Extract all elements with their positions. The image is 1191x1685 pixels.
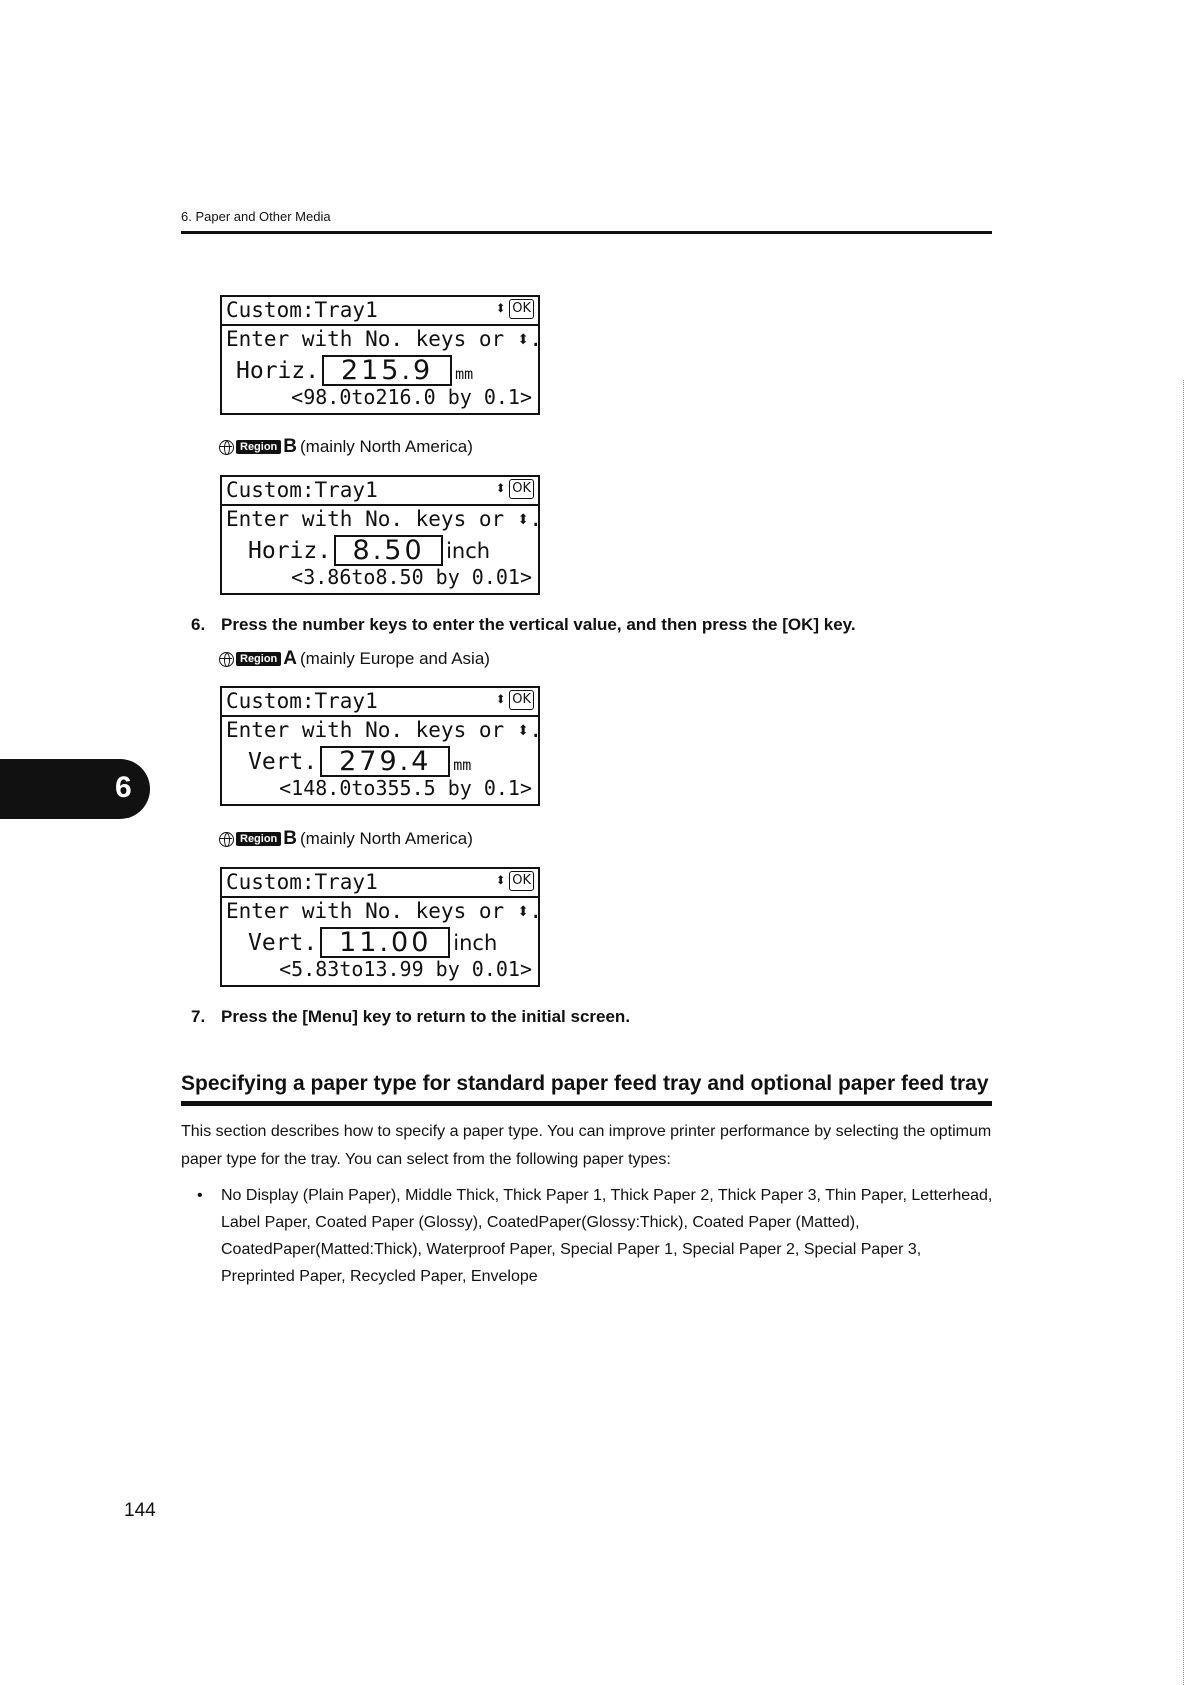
lcd-screen-horiz-inch [220, 475, 543, 595]
lcd-title: Custom:Tray1 [226, 478, 378, 502]
lcd-screen-horiz-mm [220, 295, 543, 415]
updown-arrow-icon: ⬍ [495, 689, 507, 710]
step-number: 7. [191, 1007, 206, 1026]
updown-arrow-icon: ⬍ [495, 478, 507, 499]
field-value: 8.50 [334, 535, 443, 566]
lcd-instruction: Enter with No. keys or ⬍. [226, 899, 543, 923]
paper-type-list [197, 1182, 997, 1290]
section-body: This section describes how to specify a paper type. You can improve printer performance by selecting the optimum paper type for the tray. You can select from the following paper types: [181, 1123, 992, 1168]
region-note [219, 648, 490, 670]
lcd-divider [222, 896, 538, 898]
globe-icon [219, 652, 234, 667]
lcd-divider [222, 504, 538, 506]
region-letter: A [283, 648, 298, 669]
ok-key-icon: OK [509, 871, 534, 891]
step-text: Press the [Menu] key to return to the initial screen. [221, 1007, 631, 1026]
field-value: 215.9 [322, 355, 452, 386]
lcd-field [248, 746, 471, 777]
lcd-nav [495, 871, 534, 891]
lcd-instruction: Enter with No. keys or ⬍. [226, 718, 543, 742]
chapter-tab [0, 759, 150, 819]
lcd-title: Custom:Tray1 [226, 870, 378, 894]
ok-key-icon: OK [509, 299, 534, 319]
lcd-screen-vert-inch [220, 867, 543, 987]
lcd-field [248, 535, 490, 566]
field-label: Horiz. [236, 357, 320, 384]
field-value: 279.4 [320, 746, 450, 777]
field-unit: inch [446, 538, 491, 563]
region-desc: (mainly North America) [300, 437, 473, 456]
page-number: 144 [124, 1500, 156, 1521]
region-desc: (mainly North America) [300, 829, 473, 848]
field-unit: mm [453, 755, 472, 774]
lcd-range: <3.86to8.50 by 0.01> [291, 565, 532, 589]
globe-icon [219, 832, 234, 847]
field-value: 11.00 [320, 927, 450, 958]
field-unit: inch [453, 930, 498, 955]
ok-key-icon: OK [509, 479, 534, 499]
lcd-range: <5.83to13.99 by 0.01> [279, 957, 532, 981]
step-6 [191, 615, 856, 635]
lcd-field [248, 927, 497, 958]
ok-key-icon: OK [509, 690, 534, 710]
lcd-nav [495, 690, 534, 710]
lcd-field [236, 355, 473, 386]
header-rule [181, 231, 992, 234]
field-label: Vert. [248, 748, 318, 775]
region-badge: Region [236, 440, 281, 454]
region-letter: B [283, 436, 298, 457]
step-text: Press the number keys to enter the vertical value, and then press the [OK] key. [221, 615, 856, 634]
lcd-range: <98.0to216.0 by 0.1> [291, 385, 532, 409]
scan-margin-line [1183, 380, 1185, 1685]
lcd-instruction: Enter with No. keys or ⬍. [226, 507, 543, 531]
lcd-title: Custom:Tray1 [226, 298, 378, 322]
region-note [219, 436, 473, 458]
lcd-screen-vert-mm [220, 686, 543, 806]
lcd-nav [495, 299, 534, 319]
step-number: 6. [191, 615, 206, 634]
field-label: Vert. [248, 929, 318, 956]
region-badge: Region [236, 832, 281, 846]
field-label: Horiz. [248, 537, 332, 564]
lcd-divider [222, 715, 538, 717]
running-header: 6. Paper and Other Media [181, 209, 331, 224]
section-rule [181, 1101, 992, 1106]
lcd-range: <148.0to355.5 by 0.1> [279, 776, 532, 800]
region-badge: Region [236, 652, 281, 666]
globe-icon [219, 440, 234, 455]
updown-arrow-icon: ⬍ [495, 870, 507, 891]
updown-arrow-icon: ⬍ [495, 298, 507, 319]
region-desc: (mainly Europe and Asia) [300, 649, 490, 668]
section-title: Specifying a paper type for standard paper feed tray and optional paper feed tray [181, 1072, 989, 1095]
list-item: • No Display (Plain Paper), Middle Thick, Thick Paper 1, Thick Paper 2, Thick Paper 3, Thin Paper, Letterhead, Label Paper, Coated Paper (Glossy), CoatedPaper(Glossy:Thick), Coated Paper (Matted), CoatedPaper(Matted:Thick), Waterproof Paper, Special Paper 1, Special Paper 2, Special Paper 3, Preprinted Paper, Recycled Paper, Envelope [197, 1182, 997, 1290]
step-7 [191, 1007, 630, 1027]
region-note [219, 828, 473, 850]
lcd-instruction: Enter with No. keys or ⬍. [226, 327, 543, 351]
field-unit: mm [455, 364, 474, 383]
lcd-divider [222, 324, 538, 326]
chapter-number: 6 [115, 771, 132, 804]
lcd-title: Custom:Tray1 [226, 689, 378, 713]
region-letter: B [283, 828, 298, 849]
lcd-nav [495, 479, 534, 499]
